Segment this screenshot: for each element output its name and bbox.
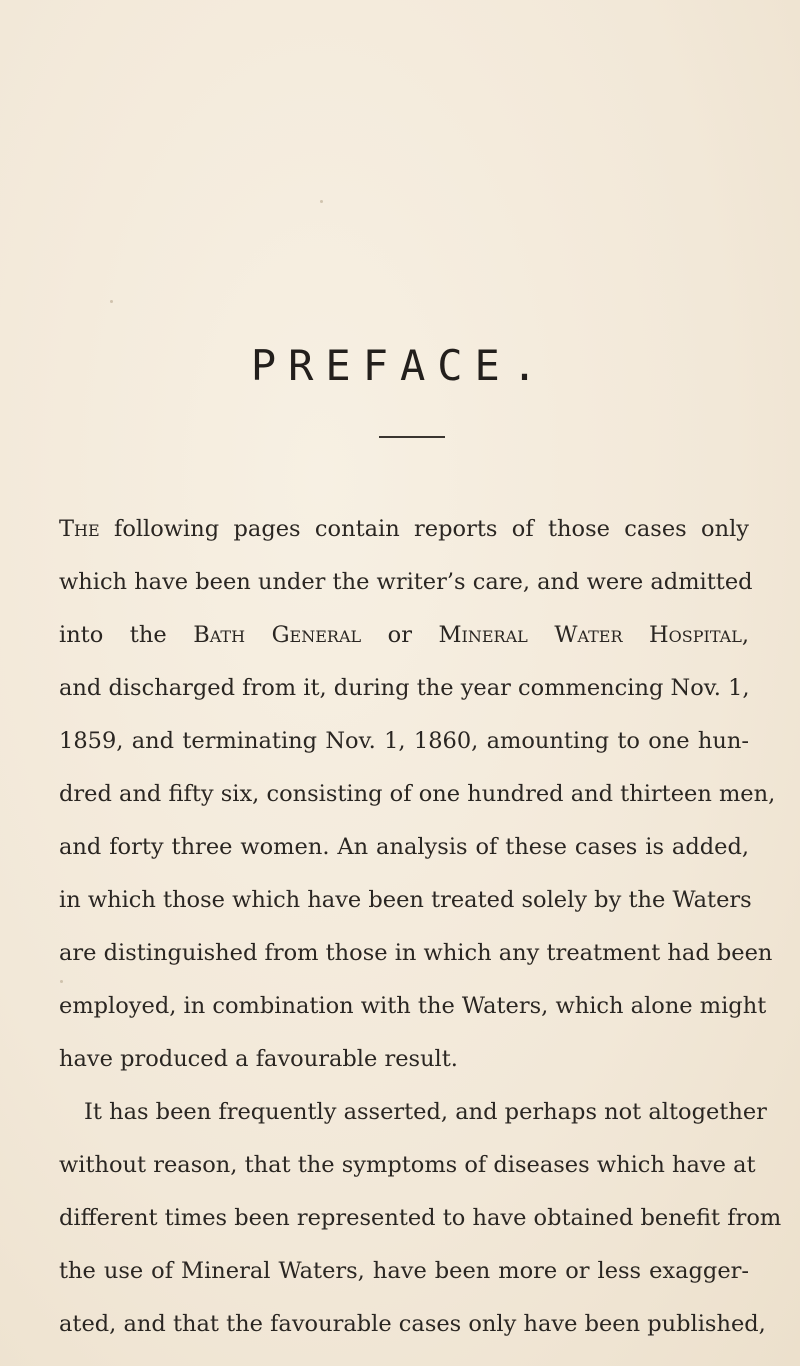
text-line: without reason, that the symptoms of diseases which have at (59, 1152, 756, 1178)
text-line: which have been under the writer’s care, and were admitted (59, 569, 753, 595)
text-line: and forty three women. An analysis of these cases is added, (59, 834, 749, 860)
text-line: into the Bath General or Mineral Water Hospital, (59, 622, 749, 648)
text-line: 1859, and terminating Nov. 1, 1860, amounting to one hun- (59, 728, 749, 754)
text-line: are distinguished from those in which any treatment had been (59, 940, 773, 966)
text-line: employed, in combination with the Waters, which alone might (59, 993, 767, 1019)
text-line: have produced a favourable result. (59, 1046, 458, 1072)
text-line: different times been represented to have obtained benefit from (59, 1205, 782, 1231)
text-line: and discharged from it, during the year commencing Nov. 1, (59, 675, 750, 701)
preface-text (59, 503, 782, 1351)
text-line: the use of Mineral Waters, have been more or less exagger- (59, 1258, 749, 1284)
paper-speck (110, 300, 113, 303)
text-line: ated, and that the favourable cases only have been published, (59, 1311, 766, 1337)
page-title: PREFACE. (250, 341, 550, 390)
paper-speck (320, 200, 323, 203)
title-divider (379, 436, 445, 438)
text-line: in which those which have been treated solely by the Waters (59, 887, 752, 913)
text-line: The following pages contain reports of those cases only (59, 516, 749, 542)
text-line: dred and fifty six, consisting of one hundred and thirteen men, (59, 781, 776, 807)
text-line: It has been frequently asserted, and perhaps not altogether (84, 1099, 767, 1125)
